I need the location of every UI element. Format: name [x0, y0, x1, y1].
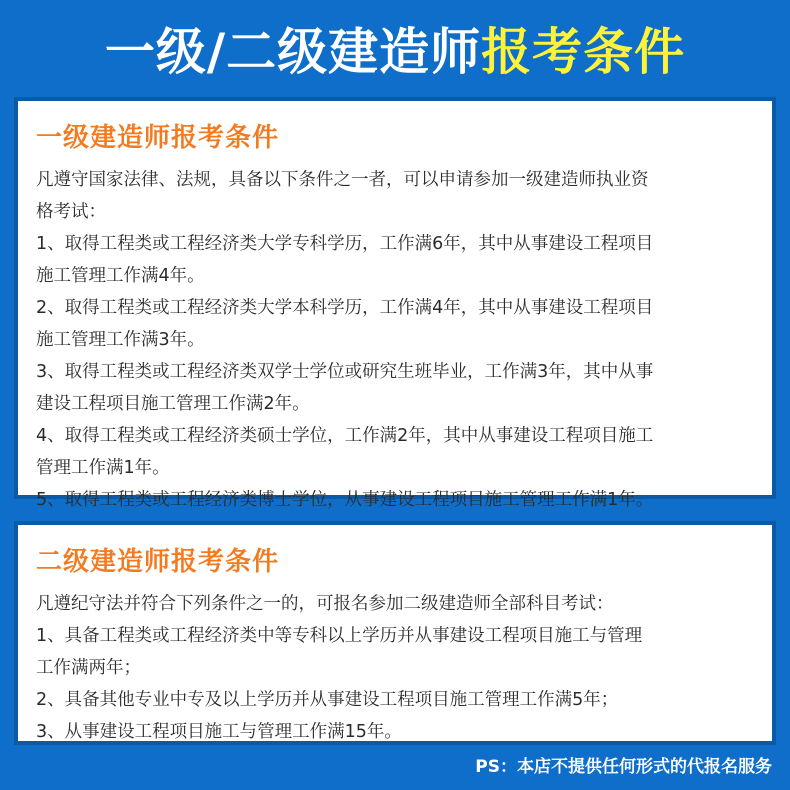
body-line: 1、具备工程类或工程经济类中等专科以上学历并从事建设工程项目施工与管理 [36, 626, 643, 646]
section-second-class [14, 521, 776, 745]
body-line: 2、具备其他专业中专及以上学历并从事建设工程项目施工管理工作满5年； [36, 690, 619, 710]
body-line: 施工管理工作满4年。 [36, 266, 205, 286]
section-title: 二级建造师报考条件 [36, 547, 280, 577]
body-line: 施工管理工作满3年。 [36, 330, 205, 350]
section-title: 一级建造师报考条件 [36, 123, 280, 153]
section-body [36, 164, 754, 516]
section-body [36, 588, 754, 748]
body-line: 1、取得工程类或工程经济类大学专科学历，工作满6年，其中从事建设工程项目 [36, 234, 654, 254]
body-line: 3、取得工程类或工程经济类双学士学位或研究生班毕业，工作满3年，其中从事 [36, 362, 654, 382]
title-main: 一级/二级建造师 [104, 23, 482, 81]
body-line: 4、取得工程类或工程经济类硕士学位，工作满2年，其中从事建设工程项目施工 [36, 426, 654, 446]
body-line: 5、取得工程类或工程经济类博士学位，从事建设工程项目施工管理工作满1年。 [36, 490, 654, 510]
section-first-class [14, 97, 776, 510]
page-title [0, 0, 790, 96]
body-line: 管理工作满1年。 [36, 458, 170, 478]
ps-note: PS：本店不提供任何形式的代报名服务 [475, 757, 772, 777]
body-line: 格考试： [36, 202, 106, 222]
body-line: 2、取得工程类或工程经济类大学本科学历，工作满4年，其中从事建设工程项目 [36, 298, 654, 318]
body-line: 凡遵守国家法律、法规，具备以下条件之一者，可以申请参加一级建造师执业资 [36, 170, 649, 190]
body-line: 凡遵纪守法并符合下列条件之一的，可报名参加二级建造师全部科目考试： [36, 594, 614, 614]
title-highlight: 报考条件 [481, 23, 686, 81]
body-line: 建设工程项目施工管理工作满2年。 [36, 394, 310, 414]
body-line: 工作满两年； [36, 658, 141, 678]
body-line: 3、从事建设工程项目施工与管理工作满15年。 [36, 722, 402, 742]
